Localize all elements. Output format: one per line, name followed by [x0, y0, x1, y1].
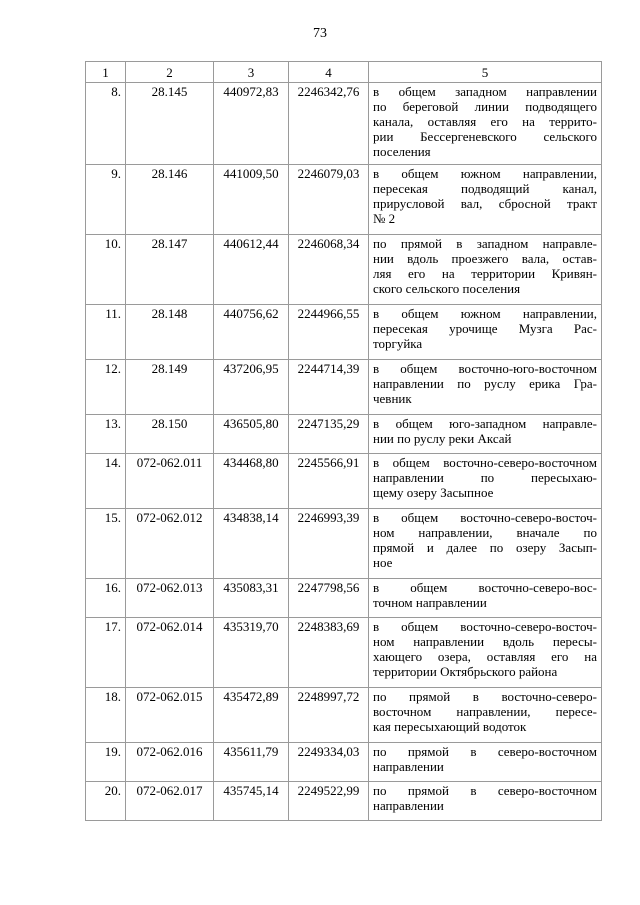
point-code-cell: 28.149: [126, 360, 214, 415]
row-number-cell: 14.: [86, 454, 126, 509]
description-line: по прямой в западном направле-: [373, 236, 597, 251]
table-row: [86, 305, 602, 360]
row-number-cell: 11.: [86, 305, 126, 360]
description-line: восточном направлении, пересе-: [373, 704, 597, 719]
description-line: направлении: [373, 798, 444, 813]
header-cell: 1: [86, 62, 126, 83]
description-cell: [369, 782, 602, 821]
description-cell: [369, 509, 602, 579]
boundary-table: [85, 61, 602, 821]
description-cell: [369, 360, 602, 415]
point-code-cell: 072-062.013: [126, 579, 214, 618]
description-line: пересекая урочище Музга Рас-: [373, 321, 597, 336]
description-line: в общем восточно-северо-восточном: [373, 455, 597, 470]
description-line: в общем южном направлении,: [373, 166, 597, 181]
row-number-cell: 20.: [86, 782, 126, 821]
point-code-cell: 072-062.016: [126, 743, 214, 782]
table-row: [86, 688, 602, 743]
point-code-cell: 28.145: [126, 83, 214, 165]
table-row: [86, 360, 602, 415]
coord-x-cell: 435319,70: [214, 618, 289, 688]
coord-x-cell: 435611,79: [214, 743, 289, 782]
header-cell: 4: [289, 62, 369, 83]
description-line: точном направлении: [373, 595, 487, 610]
table-row: [86, 165, 602, 235]
description-line: поселения: [373, 144, 431, 159]
coord-x-cell: 441009,50: [214, 165, 289, 235]
description-line: направлении по руслу ерика Гра-: [373, 376, 597, 391]
table-row: [86, 415, 602, 454]
description-cell: [369, 743, 602, 782]
description-cell: [369, 618, 602, 688]
description-line: канала, оставляя его на террито-: [373, 114, 597, 129]
coord-y-cell: 2246342,76: [289, 83, 369, 165]
row-number-cell: 18.: [86, 688, 126, 743]
description-line: по прямой в северо-восточном: [373, 744, 597, 759]
description-line: в общем западном направлении: [373, 84, 597, 99]
row-number-cell: 9.: [86, 165, 126, 235]
description-line: № 2: [373, 211, 396, 226]
coord-y-cell: 2245566,91: [289, 454, 369, 509]
description-line: ского сельского поселения: [373, 281, 521, 296]
point-code-cell: 28.146: [126, 165, 214, 235]
description-cell: [369, 454, 602, 509]
header-cell: 5: [369, 62, 602, 83]
description-line: в общем южном направлении,: [373, 306, 597, 321]
description-cell: [369, 165, 602, 235]
description-line: щему озеру Засыпное: [373, 485, 494, 500]
description-line: территории Октябрьского района: [373, 664, 558, 679]
description-cell: [369, 415, 602, 454]
point-code-cell: 28.148: [126, 305, 214, 360]
description-line: ном направлении, вначале по: [373, 525, 597, 540]
table-row: [86, 743, 602, 782]
row-number-cell: 10.: [86, 235, 126, 305]
description-line: ляя его на территории Кривян-: [373, 266, 597, 281]
page-number: 73: [313, 26, 327, 41]
row-number-cell: 8.: [86, 83, 126, 165]
row-number-cell: 16.: [86, 579, 126, 618]
point-code-cell: 072-062.017: [126, 782, 214, 821]
coord-x-cell: 437206,95: [214, 360, 289, 415]
description-line: по береговой линии подводящего: [373, 99, 597, 114]
description-line: ном направлении вдоль пересы-: [373, 634, 597, 649]
table-row: [86, 454, 602, 509]
table-header-row: [86, 62, 602, 83]
coord-y-cell: 2246993,39: [289, 509, 369, 579]
point-code-cell: 28.147: [126, 235, 214, 305]
row-number-cell: 19.: [86, 743, 126, 782]
coord-x-cell: 434838,14: [214, 509, 289, 579]
description-cell: [369, 235, 602, 305]
table-row: [86, 83, 602, 165]
coord-y-cell: 2247135,29: [289, 415, 369, 454]
point-code-cell: 072-062.011: [126, 454, 214, 509]
coord-y-cell: 2244966,55: [289, 305, 369, 360]
point-code-cell: 28.150: [126, 415, 214, 454]
description-line: кая пересыхающий водоток: [373, 719, 527, 734]
description-line: в общем юго-западном направле-: [373, 416, 597, 431]
table-row: [86, 618, 602, 688]
description-line: по прямой в северо-восточном: [373, 783, 597, 798]
row-number-cell: 13.: [86, 415, 126, 454]
coord-y-cell: 2248383,69: [289, 618, 369, 688]
table-row: [86, 235, 602, 305]
point-code-cell: 072-062.012: [126, 509, 214, 579]
description-line: прирусловой вал, сбросной тракт: [373, 196, 597, 211]
description-line: прямой и далее по озеру Засып-: [373, 540, 597, 555]
description-line: рии Бессергеневского сельского: [373, 129, 597, 144]
coord-y-cell: 2246079,03: [289, 165, 369, 235]
coord-y-cell: 2249334,03: [289, 743, 369, 782]
coord-x-cell: 436505,80: [214, 415, 289, 454]
coord-x-cell: 440972,83: [214, 83, 289, 165]
description-line: ное: [373, 555, 393, 570]
coord-y-cell: 2249522,99: [289, 782, 369, 821]
coord-x-cell: 435745,14: [214, 782, 289, 821]
description-line: в общем восточно-юго-восточном: [373, 361, 597, 376]
description-line: пересекая подводящий канал,: [373, 181, 597, 196]
row-number-cell: 12.: [86, 360, 126, 415]
coord-x-cell: 435083,31: [214, 579, 289, 618]
description-line: хающего озера, оставляя его на: [373, 649, 597, 664]
coord-x-cell: 440756,62: [214, 305, 289, 360]
description-line: нии по руслу реки Аксай: [373, 431, 512, 446]
point-code-cell: 072-062.014: [126, 618, 214, 688]
description-cell: [369, 688, 602, 743]
row-number-cell: 15.: [86, 509, 126, 579]
header-cell: 3: [214, 62, 289, 83]
coord-x-cell: 435472,89: [214, 688, 289, 743]
coord-y-cell: 2246068,34: [289, 235, 369, 305]
row-number-cell: 17.: [86, 618, 126, 688]
description-line: торгуйка: [373, 336, 423, 351]
table-row: [86, 782, 602, 821]
description-cell: [369, 83, 602, 165]
table-row: [86, 509, 602, 579]
description-cell: [369, 579, 602, 618]
description-cell: [369, 305, 602, 360]
coord-y-cell: 2248997,72: [289, 688, 369, 743]
point-code-cell: 072-062.015: [126, 688, 214, 743]
coord-x-cell: 434468,80: [214, 454, 289, 509]
description-line: направлении: [373, 759, 444, 774]
description-line: в общем восточно-северо-восточ-: [373, 510, 597, 525]
coord-x-cell: 440612,44: [214, 235, 289, 305]
description-line: направлении по пересыхаю-: [373, 470, 597, 485]
description-line: чевник: [373, 391, 412, 406]
header-cell: 2: [126, 62, 214, 83]
description-line: по прямой в восточно-северо-: [373, 689, 597, 704]
description-line: в общем восточно-северо-вос-: [373, 580, 597, 595]
coord-y-cell: 2244714,39: [289, 360, 369, 415]
table-row: [86, 579, 602, 618]
description-line: нии вдоль проезжего вала, остав-: [373, 251, 597, 266]
description-line: в общем восточно-северо-восточ-: [373, 619, 597, 634]
coord-y-cell: 2247798,56: [289, 579, 369, 618]
